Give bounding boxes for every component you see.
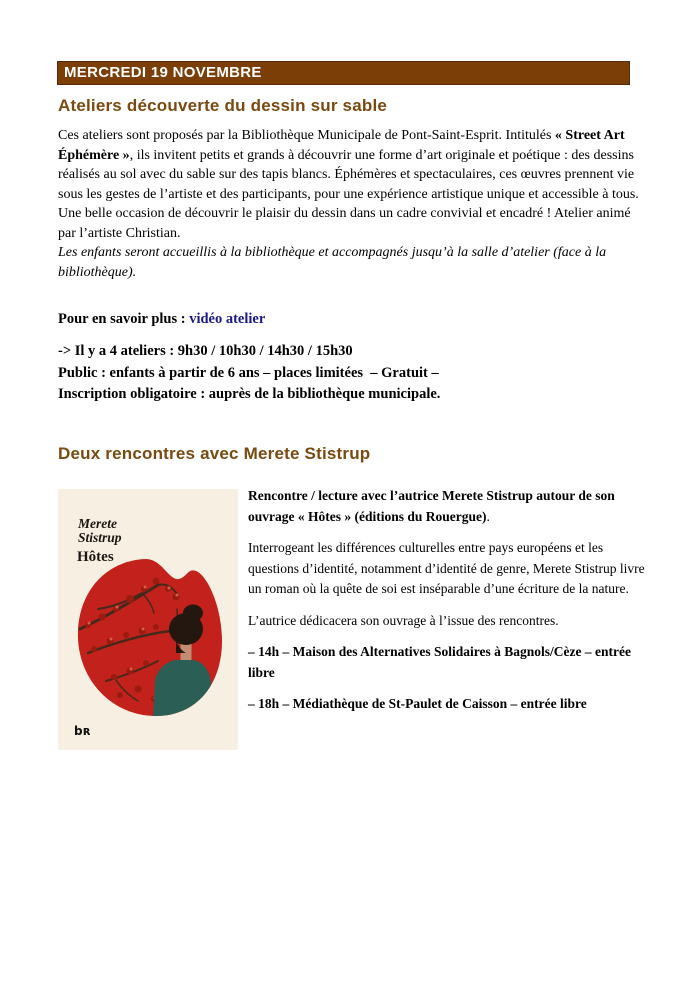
figure-hair-bun: [183, 605, 203, 622]
ateliers-paragraph-2: Une belle occasion de découvrir le plaisir du dessin dans un cadre convivial et encadré ! Atelier animé par l’artiste Christian.: [58, 206, 631, 241]
ateliers-p1-bold-title: « Street Art Éphémère »: [58, 128, 625, 163]
cover-author-line2: Stistrup: [78, 530, 122, 545]
video-atelier-link[interactable]: vidéo atelier: [189, 311, 266, 327]
more-info-label: Pour en savoir plus :: [58, 311, 190, 327]
date-header-label: MERCREDI 19 NOVEMBRE: [64, 64, 262, 81]
ateliers-p1-start: Ces ateliers sont proposés par la Bibliothèque Municipale de Pont-Saint-Esprit. Intitulés: [58, 128, 555, 143]
rencontres-text-column: [248, 486, 646, 726]
book-cover-image: [58, 489, 238, 750]
cover-author-line1: Merete: [78, 516, 117, 531]
date-header-bar: [57, 61, 630, 85]
rencontres-intro-period: .: [486, 508, 490, 524]
publisher-logo: bʀ: [74, 724, 92, 738]
ateliers-paragraph-1: [58, 126, 650, 204]
rencontres-intro-bold: Rencontre / lecture avec l’autrice Merete Stistrup autour de son ouvrage « Hôtes » (éditions du Rouergue): [248, 488, 615, 524]
section-title-rencontres: Deux rencontres avec Merete Stistrup: [58, 444, 371, 463]
more-info-line: [58, 311, 650, 328]
event-18h-line: – 18h – Médiathèque de St-Paulet de Caisson – entrée libre: [248, 696, 587, 711]
registration-line: Inscription obligatoire : auprès de la bibliothèque municipale.: [58, 386, 441, 402]
section-title-ateliers: Ateliers découverte du dessin sur sable: [58, 96, 388, 115]
book-cover: [58, 489, 238, 750]
event-14h-line: – 14h – Maison des Alternatives Solidaires à Bagnols/Cèze – entrée libre: [248, 644, 631, 680]
ateliers-text-block: [58, 126, 650, 282]
cover-book-title: Hôtes: [77, 549, 114, 565]
schedule-line: -> Il y a 4 ateliers : 9h30 / 10h30 / 14h30 / 15h30: [58, 343, 353, 359]
rencontres-paragraph-2: L’autrice dédicacera son ouvrage à l’issue des rencontres.: [248, 612, 559, 628]
schedule-block: [58, 341, 650, 406]
rencontres-paragraph-1: Interrogeant les différences culturelles entre pays européens et les questions d’identité, notamment d’identité de genre, Merete Stistrup livre un roman où la quête de soi est inséparable d’une écriture de la nature.: [248, 540, 645, 596]
ateliers-p1-end: , ils invitent petits et grands à découvrir une forme d’art originale et poétique : des dessins réalisés au sol avec du sable sur des tapis blancs. Éphémères et spectaculaires, ces œuvres prennent vie sous les gestes de l’artiste et des participants, pour une expérience artistique unique et accessible à tous.: [58, 147, 639, 202]
rencontres-intro: [248, 486, 646, 527]
ateliers-paragraph-3-italic: Les enfants seront accueillis à la bibliothèque et accompagnés jusqu’à la salle d’atelier (face à la bibliothèque).: [58, 245, 607, 280]
public-line: Public : enfants à partir de 6 ans – places limitées – Gratuit –: [58, 364, 439, 381]
